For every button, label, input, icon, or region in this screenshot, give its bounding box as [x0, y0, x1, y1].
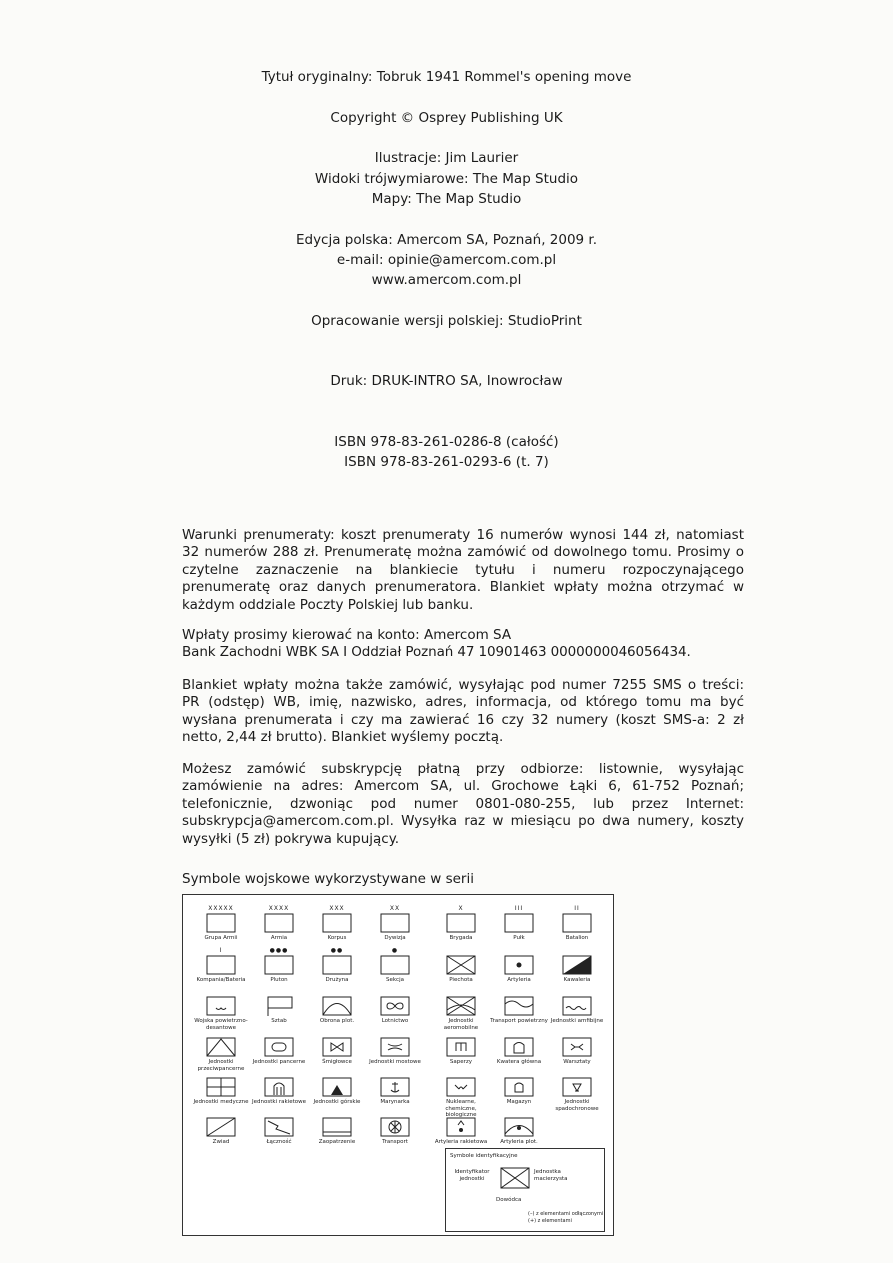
symbol-infinity	[365, 988, 425, 1025]
recon-icon	[206, 1117, 236, 1137]
symbol-label: Magazyn	[506, 1099, 532, 1105]
symbol-label: Sekcja	[386, 977, 404, 983]
symbol-bridge	[365, 1029, 425, 1066]
symbol-label: Nuklearne, chemiczne, biologiczne	[445, 1099, 477, 1118]
symbol-label: Kawaleria	[563, 977, 591, 983]
echelon-mark	[249, 1029, 309, 1037]
symbol-blank	[307, 947, 367, 984]
symbol-armor	[249, 1029, 309, 1066]
symbol-label: Jednostki rakietowe	[252, 1099, 306, 1105]
symbol-label: Zaopatrzenie	[318, 1139, 356, 1145]
echelon-mark	[489, 1029, 549, 1037]
ident-note-attached: (+) z elementami	[528, 1218, 572, 1224]
blank-icon	[380, 913, 410, 933]
symbol-label: Dywizja	[384, 935, 406, 941]
echelon-mark: ●●●	[269, 947, 289, 954]
symbol-blank	[431, 905, 491, 942]
symbol-label: Pluton	[270, 977, 288, 983]
original-title: Tytuł oryginalny: Tobruk 1941 Rommel's opening move	[261, 69, 632, 85]
blank-icon	[206, 913, 236, 933]
echelon-mark	[365, 1109, 425, 1117]
symbol-airborne	[191, 988, 251, 1031]
symbol-label: Artyleria rakietowa	[434, 1139, 488, 1145]
echelon-mark	[191, 1029, 251, 1037]
symbol-label: Artyleria	[507, 977, 531, 983]
symbol-label: Kompania/Bateria	[196, 977, 246, 983]
symbol-rocket	[249, 1069, 309, 1106]
echelon-mark: III	[514, 905, 524, 912]
symbol-label: Jednostki medyczne	[193, 1099, 249, 1105]
ident-title: Symbole identyfikacyjne	[450, 1153, 518, 1159]
symbol-label: Marynarka	[380, 1099, 410, 1105]
isbn-full: ISBN 978-83-261-0286-8 (całość)	[334, 434, 559, 450]
echelon-mark	[191, 988, 251, 996]
military-symbols-legend	[182, 894, 614, 1236]
symbol-arc	[307, 988, 367, 1025]
symbol-label: Obrona plot.	[319, 1018, 355, 1024]
wave-icon	[504, 996, 534, 1016]
signal-icon	[264, 1117, 294, 1137]
symbol-label: Lotnictwo	[381, 1018, 409, 1024]
symbol-blank	[307, 905, 367, 942]
echelon-mark	[365, 1069, 425, 1077]
order-paragraph: Możesz zamówić subskrypcję płatną przy odbiorze: listownie, wysyłając zamówienie na adres: Amercom SA, ul. Grochowe Łąki 6, 61-752 Poznań; telefonicznie, dzwoniąc pod numer 0801-080-255, lub przez Internet: subskrypcja@amercom.com.pl. Wysyłka raz w miesiącu po dwa numery, koszty wysyłki (5 zł) pokrywa kupujący.	[182, 761, 744, 847]
nbc-icon	[446, 1077, 476, 1097]
echelon-mark	[431, 1109, 491, 1117]
symbol-wave	[489, 988, 549, 1025]
symbol-label: Śmigłowce	[322, 1059, 352, 1065]
symbol-label: Batalion	[565, 935, 589, 941]
symbol-blank	[191, 947, 251, 984]
symbol-amphib	[547, 988, 607, 1025]
blank-icon	[446, 913, 476, 933]
echelon-mark	[547, 1029, 607, 1037]
symbol-hq	[489, 1029, 549, 1066]
engineer-icon	[446, 1037, 476, 1057]
symbol-label: Kwatera główna	[496, 1059, 542, 1065]
symbols-title: Symbole wojskowe wykorzystywane w serii	[182, 871, 474, 887]
symbol-label: Brygada	[449, 935, 473, 941]
symbol-blank	[191, 905, 251, 942]
isbn-volume: ISBN 978-83-261-0293-6 (t. 7)	[344, 454, 549, 470]
cross-icon	[446, 955, 476, 975]
symbol-label: Sztab	[271, 1018, 287, 1024]
symbol-recon	[191, 1109, 251, 1146]
echelon-mark	[365, 1029, 425, 1037]
identification-symbols	[445, 1148, 605, 1232]
bridge-icon	[380, 1037, 410, 1057]
echelon-mark: XX	[389, 905, 401, 912]
ident-unit-icon	[500, 1167, 530, 1189]
antitank-icon	[206, 1037, 236, 1057]
symbol-rocketart	[431, 1109, 491, 1146]
symbol-label: Warsztaty	[563, 1059, 591, 1065]
ident-note-detached: (–) z elementami odłączonymi	[528, 1211, 604, 1217]
symbol-supply	[307, 1109, 367, 1146]
symbol-blank	[547, 905, 607, 942]
symbol-blank	[249, 947, 309, 984]
dot-icon	[504, 955, 534, 975]
airborne-icon	[206, 996, 236, 1016]
symbol-blank	[249, 905, 309, 942]
depot-icon	[504, 1077, 534, 1097]
website: www.amercom.com.pl	[371, 272, 522, 288]
infinity-icon	[380, 996, 410, 1016]
wheel-icon	[380, 1117, 410, 1137]
ident-bottom-label: Dowódca	[496, 1197, 522, 1203]
echelon-mark	[431, 1069, 491, 1077]
symbol-label: Jednostki mostowe	[369, 1059, 421, 1065]
echelon-mark: XXXX	[268, 905, 290, 912]
symbol-label: Jednostki spadochronowe	[555, 1099, 599, 1112]
blank-icon	[322, 913, 352, 933]
echelon-mark: XXXXX	[208, 905, 234, 912]
echelon-mark	[191, 1109, 251, 1117]
symbol-label: Jednostki amfibijne	[550, 1018, 604, 1024]
symbol-label: Transport	[382, 1139, 408, 1145]
rocket-icon	[264, 1077, 294, 1097]
echelon-mark: I	[219, 947, 223, 954]
echelon-mark	[307, 1029, 367, 1037]
echelon-mark	[307, 1109, 367, 1117]
echelon-mark	[489, 947, 549, 955]
echelon-mark: ●	[391, 947, 399, 954]
email: e-mail: opinie@amercom.com.pl	[336, 252, 557, 268]
symbol-cavalry	[547, 947, 607, 984]
armor-icon	[264, 1037, 294, 1057]
symbol-label: Jednostki pancerne	[252, 1059, 306, 1065]
symbol-label: Jednostki górskie	[313, 1099, 361, 1105]
echelon-mark: II	[574, 905, 580, 912]
blank-icon	[264, 955, 294, 975]
sms-order	[182, 677, 744, 747]
symbol-dot	[489, 947, 549, 984]
arc-icon	[322, 996, 352, 1016]
rocketart-icon	[446, 1117, 476, 1137]
symbol-flag	[249, 988, 309, 1025]
ident-right-label: Jednostka macierzysta	[534, 1169, 568, 1182]
symbol-repair	[547, 1029, 607, 1066]
echelon-mark	[307, 988, 367, 996]
echelon-mark: XXX	[329, 905, 345, 912]
echelon-mark	[431, 947, 491, 955]
echelon-mark	[365, 988, 425, 996]
symbol-label: Łączność	[266, 1139, 292, 1145]
aaart-icon	[504, 1117, 534, 1137]
aeromobile-icon	[446, 996, 476, 1016]
polish-version: Opracowanie wersji polskiej: StudioPrint	[311, 313, 582, 329]
blank-icon	[322, 955, 352, 975]
blank-icon	[264, 913, 294, 933]
symbol-signal	[249, 1109, 309, 1146]
symbol-blank	[489, 905, 549, 942]
views-3d: Widoki trójwymiarowe: The Map Studio	[314, 171, 579, 187]
ident-left-label: Identyfikator jednostki	[454, 1169, 490, 1182]
symbol-cross	[431, 947, 491, 984]
blank-icon	[380, 955, 410, 975]
echelon-mark	[489, 1069, 549, 1077]
symbol-label: Jednostki aeromobilne	[443, 1018, 479, 1031]
symbol-wheel	[365, 1109, 425, 1146]
symbol-label: Saperzy	[449, 1059, 473, 1065]
copyright: Copyright © Osprey Publishing UK	[330, 110, 563, 126]
symbol-anchor	[365, 1069, 425, 1106]
supply-icon	[322, 1117, 352, 1137]
blank-icon	[206, 955, 236, 975]
subscription-order	[182, 761, 744, 848]
symbol-antitank	[191, 1029, 251, 1072]
echelon-mark	[249, 1069, 309, 1077]
echelon-mark: X	[458, 905, 464, 912]
edition: Edycja polska: Amercom SA, Poznań, 2009 r.	[295, 232, 598, 248]
flag-icon	[264, 996, 294, 1016]
symbol-label: Artyleria plot.	[500, 1139, 538, 1145]
blank-icon	[562, 913, 592, 933]
echelon-mark	[307, 1069, 367, 1077]
blank-icon	[504, 913, 534, 933]
echelon-mark	[431, 988, 491, 996]
cavalry-icon	[562, 955, 592, 975]
echelon-mark	[249, 1109, 309, 1117]
repair-icon	[562, 1037, 592, 1057]
echelon-mark	[489, 988, 549, 996]
medical-icon	[206, 1077, 236, 1097]
symbol-mountain	[307, 1069, 367, 1106]
echelon-mark	[191, 1069, 251, 1077]
amphib-icon	[562, 996, 592, 1016]
heli-icon	[322, 1037, 352, 1057]
symbol-blank	[365, 905, 425, 942]
sms-paragraph: Blankiet wpłaty można także zamówić, wysyłając pod numer 7255 SMS o treści: PR (odstęp) WB, imię, nazwisko, adres, informacja, od którego tomu ma być wysłana prenumerata i czy ma zawierać 16 czy 32 numery (koszt SMS-a: 2 zł netto, 2,44 zł brutto). Blankiet wyślemy pocztą.	[182, 677, 744, 746]
symbol-para	[547, 1069, 607, 1112]
echelon-mark	[249, 988, 309, 996]
symbol-heli	[307, 1029, 367, 1066]
subscription-terms	[182, 527, 744, 614]
symbol-label: Armia	[270, 935, 288, 941]
symbol-depot	[489, 1069, 549, 1106]
mountain-icon	[322, 1077, 352, 1097]
symbol-engineer	[431, 1029, 491, 1066]
symbol-blank	[365, 947, 425, 984]
symbol-aeromobile	[431, 988, 491, 1031]
payment-account	[182, 627, 744, 662]
illustrations: Ilustracje: Jim Laurier	[374, 150, 519, 166]
symbol-label: Piechota	[449, 977, 473, 983]
symbol-label: Drużyna	[325, 977, 349, 983]
printer: Druk: DRUK-INTRO SA, Inowrocław	[330, 373, 563, 389]
echelon-mark	[431, 1029, 491, 1037]
symbol-label: Pułk	[513, 935, 525, 941]
symbol-aaart	[489, 1109, 549, 1146]
echelon-mark: ●●	[330, 947, 344, 954]
account-line-1: Wpłaty prosimy kierować na konto: Amercom SA	[182, 627, 512, 643]
terms-paragraph: Warunki prenumeraty: koszt prenumeraty 16 numerów wynosi 144 zł, natomiast 32 numerów 288 zł. Prenumeratę można zamówić od dowolnego tomu. Prosimy o czytelne zaznaczenie na blankiecie tytułu i numeru rozpoczynającego prenumeratę oraz danych prenumeratora. Blankiet wpłaty można otrzymać w każdym oddziale Poczty Polskiej lub banku.	[182, 527, 744, 613]
symbol-label: Transport powietrzny	[490, 1018, 548, 1024]
symbol-label: Wojska powietrzno-desantowe	[194, 1018, 248, 1031]
account-line-2: Bank Zachodni WBK SA I Oddział Poznań 47 10901463 0000000046056434.	[182, 644, 691, 661]
symbol-medical	[191, 1069, 251, 1106]
echelon-mark	[489, 1109, 549, 1117]
para-icon	[562, 1077, 592, 1097]
symbol-label: Korpus	[327, 935, 347, 941]
hq-icon	[504, 1037, 534, 1057]
echelon-mark	[547, 947, 607, 955]
maps: Mapy: The Map Studio	[371, 191, 522, 207]
symbol-label: Jednostki przeciwpancerne	[197, 1059, 245, 1072]
symbol-label: Zwiad	[212, 1139, 230, 1145]
echelon-mark	[547, 1069, 607, 1077]
anchor-icon	[380, 1077, 410, 1097]
echelon-mark	[547, 988, 607, 996]
symbol-label: Grupa Armii	[204, 935, 238, 941]
